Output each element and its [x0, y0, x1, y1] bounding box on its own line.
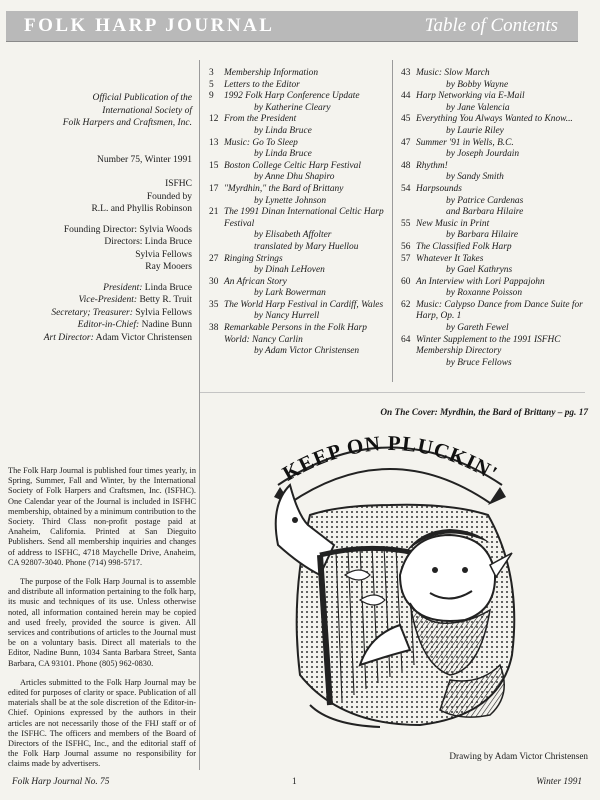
toc-column-left	[209, 68, 391, 358]
toc-page-number: 15	[209, 160, 219, 171]
president-name: Linda Bruce	[144, 282, 192, 293]
toc-byline: by Jane Valencia	[446, 102, 510, 113]
official-line-3: Folk Harpers and Craftsmen, Inc.	[62, 118, 192, 128]
toc-byline: by Barbara Hilaire	[446, 230, 519, 241]
toc-page-number: 3	[209, 68, 214, 78]
toc-byline: by Laurie Riley	[446, 125, 504, 136]
toc-page-number: 56	[401, 241, 411, 252]
toc-entry	[209, 68, 391, 80]
toc-byline: by Elisabeth Affolter	[254, 230, 332, 241]
toc-entry	[401, 277, 591, 300]
secretary-line	[6, 307, 192, 320]
official-line-1: Official Publication of the	[92, 93, 192, 103]
toc-title: Winter Supplement to the 1991 ISFHC Membership Directory	[416, 334, 561, 357]
toc-page-number: 62	[401, 299, 411, 310]
toc-entry	[209, 207, 391, 253]
toc-entry	[209, 114, 391, 137]
toc-page-number: 45	[401, 114, 411, 125]
toc-entry	[401, 184, 591, 219]
toc-page-number: 47	[401, 137, 411, 148]
toc-entry	[401, 114, 591, 137]
toc-title: "Myrdhin," the Bard of Brittany	[224, 183, 344, 194]
page-number: 1	[292, 777, 297, 787]
toc-entry	[401, 242, 591, 254]
toc-title: 1992 Folk Harp Conference Update	[224, 91, 360, 102]
journal-name: FOLK HARP JOURNAL	[24, 15, 275, 36]
toc-byline: by Lynette Johnson	[254, 195, 327, 206]
toc-byline: by Nancy Hurrell	[254, 311, 320, 322]
vice-president-name: Betty R. Truit	[139, 295, 192, 305]
harper-drawing-icon	[250, 425, 530, 735]
toc-page-number: 9	[209, 91, 214, 102]
toc-page-number: 48	[401, 160, 411, 171]
toc-page-number: 60	[401, 276, 411, 287]
toc-page-number: 43	[401, 68, 411, 78]
cover-illustration	[250, 425, 530, 735]
toc-byline: by Adam Victor Christensen	[254, 346, 360, 357]
publication-info	[8, 466, 196, 779]
section-title: Table of Contents	[424, 15, 558, 36]
column-divider-bottom	[200, 392, 585, 393]
toc-page-number: 64	[401, 334, 411, 345]
toc-page-number: 13	[209, 137, 219, 148]
toc-entry	[401, 138, 591, 161]
toc-entry	[209, 80, 391, 92]
publication-paragraph-2: The purpose of the Folk Harp Journal is to assemble and distribute all information pertaining to the folk harp, its music and techniques of its use. Unless otherwise noted, all information contained herein may be copied and used freely, provided the source is given. All services and contributions of articles to the Journal must be on a voluntary basis. Direct all materials to the Editor, Nadine Bunn, 1034 Santa Barbara Street, Santa Barbara, CA 93101. Phone (805) 962-0830.	[8, 577, 196, 668]
cover-caption: On The Cover: Myrdhin, the Bard of Brittany – pg. 17	[380, 408, 588, 418]
art-director-label: Art Director:	[43, 332, 94, 343]
toc-title: The 1991 Dinan International Celtic Harp Festival	[224, 207, 384, 229]
directors-line-2: Sylvia Fellows	[135, 249, 192, 260]
toc-title: The World Harp Festival in Cardiff, Wales	[224, 299, 384, 310]
toc-byline: by Patrice Cardenas	[446, 195, 524, 206]
publication-paragraph-1: The Folk Harp Journal is published four times yearly, in Spring, Summer, Fall and Winter, by the International Society of Folk Harpers and Craftsmen, Inc. (ISFHC). One Calendar year of the Journal is included in ISFHC membership, obtained by a minimum contribution to the Society. Third Class non-profit postage paid at Anaheim, California. Printed at San Dieguito Publishers. Send all membership inquiries and changes of address to ISFHC, 4718 Maychelle Drive, Anaheim, CA 92807-3040. Phone (714) 998-5717.	[8, 466, 196, 567]
toc-entry	[401, 68, 591, 91]
toc-title: Letters to the Editor	[224, 79, 300, 90]
toc-byline: by Gareth Fewel	[446, 323, 509, 334]
toc-title: Rhythm!	[416, 160, 448, 171]
toc-page-number: 54	[401, 183, 411, 194]
header-bar	[6, 11, 578, 42]
toc-entry	[209, 277, 391, 300]
toc-page-number: 55	[401, 218, 411, 229]
toc-entry	[209, 138, 391, 161]
founded-line-2: R.L. and Phyllis Robinson	[91, 204, 192, 214]
issue-number: Number 75, Winter 1991	[97, 154, 192, 165]
toc-entry	[401, 335, 591, 370]
toc-entry	[209, 184, 391, 207]
svg-text:...KEEP ON PLUCKIN'...	[250, 425, 502, 486]
toc-byline: by Gael Kathryns	[446, 265, 513, 276]
toc-page-number: 57	[401, 253, 411, 264]
toc-page-number: 21	[209, 207, 219, 218]
toc-title: An African Story	[224, 276, 287, 287]
toc-page-number: 12	[209, 114, 219, 125]
editor-line	[6, 319, 192, 332]
toc-byline: by Joseph Jourdain	[446, 149, 520, 160]
secretary-label: Secretary; Treasurer:	[51, 307, 133, 318]
toc-entry	[209, 323, 391, 358]
toc-page-number: 35	[209, 299, 219, 310]
toc-byline: and Barbara Hilaire	[446, 207, 524, 218]
column-divider-2	[392, 60, 393, 382]
toc-byline: by Linda Bruce	[254, 125, 312, 136]
toc-title: Boston College Celtic Harp Festival	[224, 160, 361, 171]
masthead	[6, 92, 192, 344]
toc-entry	[401, 161, 591, 184]
toc-byline: by Bobby Wayne	[446, 79, 509, 90]
toc-byline: by Roxanne Poisson	[446, 288, 523, 299]
toc-entry	[401, 91, 591, 114]
toc-entry	[401, 254, 591, 277]
toc-column-right	[401, 68, 591, 369]
toc-title: From the President	[224, 114, 297, 125]
toc-page-number: 5	[209, 79, 214, 90]
vice-president-label: Vice-President:	[78, 295, 138, 305]
toc-byline: translated by Mary Huellou	[254, 241, 359, 252]
toc-entry	[401, 219, 591, 242]
toc-title: Harp Networking via E-Mail	[416, 91, 525, 102]
toc-title: Harpsounds	[416, 183, 462, 194]
founded-line-1: Founded by	[146, 191, 192, 202]
footer-left: Folk Harp Journal No. 75	[12, 777, 110, 787]
toc-entry	[401, 300, 591, 335]
toc-byline: by Sandy Smith	[446, 172, 504, 183]
toc-entry	[209, 91, 391, 114]
toc-title: Membership Information	[224, 68, 319, 78]
column-divider-1	[199, 60, 200, 770]
toc-page-number: 17	[209, 183, 219, 194]
toc-byline: by Katherine Cleary	[254, 102, 331, 113]
publication-paragraph-3: Articles submitted to the Folk Harp Journal may be edited for purposes of clarity or space. Publication of all materials shall be at the sole discretion of the Editor-in-Chief. Opinions expressed by the authors in their articles are not necessarily those of the FHJ staff or of the ISFHC. The officers and members of the Board of Directors of the ISFHC, Inc., and the editorial staff of the Folk Harp Journal assume no responsibility for claims made by advertisers.	[8, 677, 196, 769]
toc-title: Remarkable Persons in the Folk Harp World: Nancy Carlin	[224, 323, 367, 345]
directors-line-3: Ray Mooers	[145, 262, 192, 272]
toc-title: Whatever It Takes	[416, 253, 484, 264]
toc-title: Summer '91 in Wells, B.C.	[416, 137, 514, 148]
toc-title: Ringing Strings	[224, 253, 283, 264]
toc-title: Music: Go To Sleep	[224, 137, 298, 148]
toc-title: The Classified Folk Harp	[416, 241, 512, 252]
toc-byline: by Bruce Fellows	[446, 357, 512, 368]
president-label: President:	[103, 282, 143, 293]
footer-right: Winter 1991	[536, 777, 582, 787]
toc-page-number: 44	[401, 91, 411, 102]
banner-text: KEEP ON PLUCKIN'	[278, 430, 503, 486]
toc-entry	[209, 300, 391, 323]
president-line	[6, 282, 192, 295]
org-name: ISFHC	[165, 179, 192, 189]
toc-page-number: 27	[209, 253, 219, 264]
toc-title: Everything You Always Wanted to Know...	[416, 114, 573, 125]
toc-entry	[209, 161, 391, 184]
editor-label: Editor-in-Chief:	[77, 320, 140, 330]
toc-byline: by Anne Dhu Shapiro	[254, 172, 335, 183]
toc-page-number: 38	[209, 323, 219, 334]
toc-page-number: 30	[209, 276, 219, 287]
toc-title: Music: Calypso Dance from Dance Suite for Harp, Op. 1	[416, 299, 583, 322]
toc-byline: by Lark Bowerman	[254, 288, 326, 299]
toc-byline: by Dinah LeHoven	[254, 265, 325, 276]
toc-title: Music: Slow March	[416, 68, 490, 78]
vice-president-line	[6, 294, 192, 307]
founding-director: Founding Director: Sylvia Woods	[63, 224, 192, 235]
art-credit: Drawing by Adam Victor Christensen	[449, 751, 588, 761]
toc-title: An Interview with Lori Pappajohn	[416, 276, 545, 287]
official-line-2: International Society of	[102, 105, 192, 116]
editor-name: Nadine Bunn	[141, 320, 192, 330]
art-director-name: Adam Victor Christensen	[95, 332, 192, 343]
directors-line-1: Directors: Linda Bruce	[104, 237, 192, 247]
toc-entry	[209, 254, 391, 277]
toc-title: New Music in Print	[416, 218, 490, 229]
toc-byline: by Linda Bruce	[254, 149, 312, 160]
secretary-name: Sylvia Fellows	[135, 307, 192, 318]
art-director-line	[6, 332, 192, 345]
